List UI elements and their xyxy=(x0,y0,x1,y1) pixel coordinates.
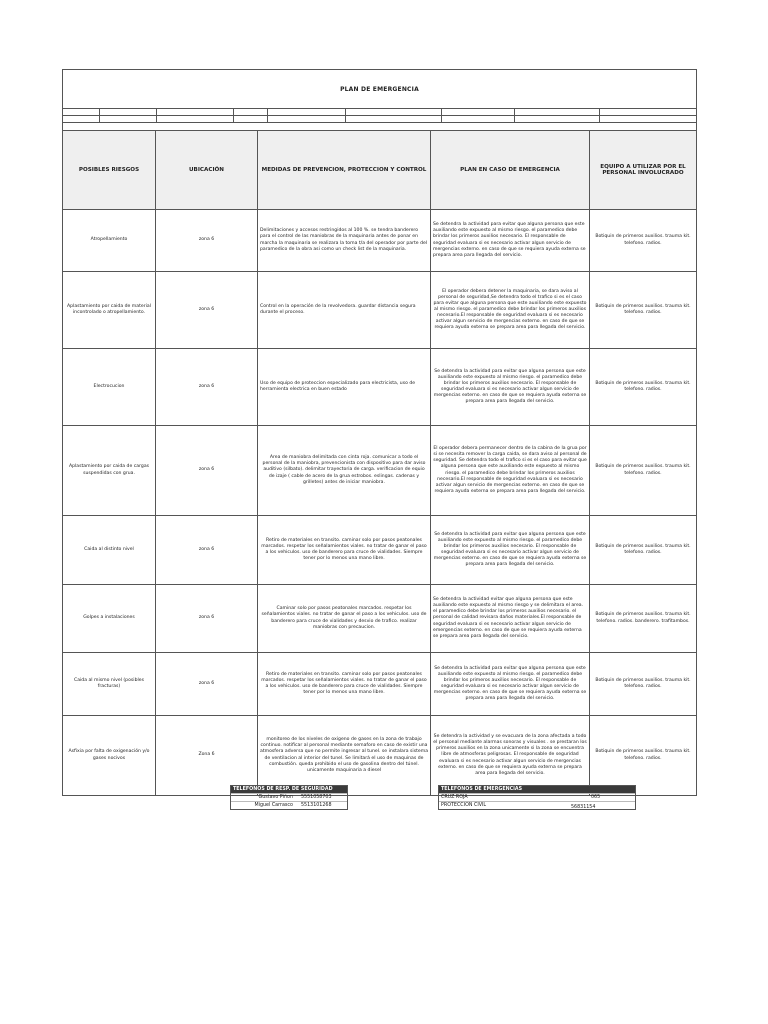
cell-plan: Se detendra la actividad para evitar que alguna persona que este auxiliando este expuesto al mismo riesgo. el paramedico debe brindar los primeros auxilios necesario. El responsable de seguridad evaluara si es necesario activar algun servicio de mergencias externo. en caso de que se requiera ayuda externa se prepara area para llegada del servicio. xyxy=(431,653,590,715)
cell-plan: Se detendra la actividad para evitar que alguna persona que este auxiliando este expuesto al mismo riesgo. el paramedico debe brindar los primeros auxilios necesario. El responsable de seguridad evaluara si es necesario activar algun servicio de mergencias externo. en caso de que se requiera ayuda externa se prepara area para llegada del servicio. xyxy=(431,349,590,425)
cell-riesgo: Caida al distinto nivel xyxy=(63,516,156,584)
cell-ubicacion: zona 6 xyxy=(156,653,258,715)
cell-equipo: Botiquin de primeros auxilios. trauma kit. telefono. radios. xyxy=(595,677,691,689)
contact-number: 5551058703 xyxy=(301,795,332,800)
header-riesgos: POSIBLES RIESGOS xyxy=(63,131,156,209)
cell-medidas: Control en la operación de la revolvedora. guardar distancia segura durante el proceso. xyxy=(258,272,431,348)
header-ubicacion: UBICACIÓN xyxy=(156,131,258,209)
cell-medidas: Retiro de materiales en transito. caminar solo por pasos peatonales marcados. respetar los señalamientos viales. no tratar de ganar el paso a los vehiculos. uso de banderero para cruce de vialidades. Siempre tener por lo menos una mano libre. xyxy=(258,516,431,584)
table-row xyxy=(63,585,696,653)
cell-ubicacion: zona 6 xyxy=(156,516,258,584)
table-header xyxy=(63,131,696,210)
cell-ubicacion: zona 6 xyxy=(156,585,258,652)
header-equipo: EQUIPO A UTILIZAR POR EL PERSONAL INVOLUCRADO xyxy=(600,164,686,176)
contact-name: PROTECCION CIVIL xyxy=(441,803,487,808)
cell-riesgo: Aplastamiento por caida de cargas suspendidas con grua. xyxy=(63,426,156,515)
cell-plan: Se detendra la actividad y se evacuara de la zona afectada a todo el personal mediante alarmas sonoras y visuales . se prestaran los primeros auxilios en la zona unicamente si la zona se encuentra libre de atmosferas peligrosas. El responsable de seguridad evaluara si es necesario activar algun servicio de mergencias externo. en caso de que se requiera ayuda externa se prepara area para llegada del servicio. xyxy=(431,716,590,795)
cell-riesgo: Aplastamiento por caida de material incontrolado o atropellamiento. xyxy=(63,272,156,348)
cell-plan: Se detendra la actividad para evitar que alguna persona que este auxiliando este expuesto al mismo riesgo. el paramedico debe brindar los primeros auxilios necesario. El responsable de seguridad evaluara si es necesario activar algun servicio de mergencias externo. en caso de que se requiera ayuda externa se prepara area para llegada del servicio. xyxy=(431,516,590,584)
table-row xyxy=(63,349,696,426)
table-row xyxy=(63,516,696,585)
table-row xyxy=(63,426,696,516)
cell-plan: El operador debera detener la maquinaria, se dara aviso al personal de seguridad,Se detendra todo el trafico si es el caso para evitar que alguna persona que este auxiliando este expuesto al mismo riesgo. el paramedico debe brindar los primeros auxilios necesario.El responsable de seguridad evaluara si es necesario activar algun servicio de mergencias externo. en caso de que se requiera ayuda externa se prepara area para llegada del servicio. xyxy=(431,272,590,348)
table-row xyxy=(63,210,696,272)
cell-ubicacion: zona 6 xyxy=(156,272,258,348)
contact-number: 56831154 xyxy=(571,805,596,810)
cell-riesgo: Asfixia por falta de oxigenación y/o gases nocivos xyxy=(63,716,156,795)
cell-medidas: Uso de equipo de proteccion especializado para electricista, uso de herramienta electrica en buen estado xyxy=(258,349,431,425)
list-item xyxy=(439,801,635,809)
contact-number: 065 xyxy=(591,795,601,800)
table-row xyxy=(63,272,696,349)
cell-riesgo: Golpes a instalaciones xyxy=(63,585,156,652)
cell-medidas: Area de maniobra delimitada con cinta roja. comunicar a todo el personal de la maniobra, prevencionista con dispositivo para dar aviso auditivo (silbato). delimitar trayectoria de carga. verificacion de equio de izaje ( cable de acero de la grua estrobos. eslingas. cadenas y grilletes) antes de iniciar maniobra. xyxy=(258,426,431,515)
table-row xyxy=(63,716,696,795)
contact-name: CRUZ ROJA xyxy=(441,795,468,800)
cell-equipo: Botiquin de primeros auxilios. trauma kit. telefono. radios. banderero. trafitambos. xyxy=(595,612,691,624)
cell-medidas: Delimitaciones y accesos restringidos al 100 %. se tendra banderero para el control de las maniobras de la maquinaria antes de ponar en marcha la maquinaria se realizara la toma t/a del operador por parte del paramedico de la obra asi como un check list de la maquinaria. xyxy=(258,210,431,271)
table-row xyxy=(63,653,696,716)
cell-ubicacion: zona 6 xyxy=(156,426,258,515)
cell-medidas: Retiro de materiales en transito. caminar solo por pasos peatonales marcados. respetar los señalamientos viales. no tratar de ganar el paso a los vehiculos. uso de banderero para cruce de vialidades. Siempre tener por lo menos una mano libre. xyxy=(258,653,431,715)
contact-name: Miguel Carrasco xyxy=(254,803,293,808)
empty-grid-row xyxy=(63,109,696,116)
cell-ubicacion: Zona 6 xyxy=(156,716,258,795)
cell-equipo: Botiquin de primeros auxilios. trauma kit. telefono. radios. xyxy=(595,234,691,246)
contact-name: Gustavo Piñon xyxy=(258,795,293,800)
header-medidas: MEDIDAS DE PREVENCION, PROTECCION Y CONTROL xyxy=(258,131,431,209)
safety-phones-title: TELEFONOS DE RESP. DE SEGURIDAD xyxy=(231,786,347,793)
list-item xyxy=(231,801,347,809)
cell-equipo: Botiquin de primeros auxilios. trauma kit. telefono. radios. xyxy=(595,543,691,555)
cell-equipo: Botiquin de primeros auxilios. trauma kit. telefono. radios. xyxy=(595,749,691,761)
document-title: PLAN DE EMERGENCIA xyxy=(63,70,696,109)
emergency-phones-box xyxy=(438,785,636,810)
spacer-row xyxy=(63,123,696,131)
list-item xyxy=(231,793,347,801)
cell-plan: El operador debera permanecer dentro de la cabina de la grua por si se necesita remover la carga caida, se dara aviso al personal de seguridad. Se detendra todo el trafico si es el caso para evitar que alguna persona que este auxiliando este expuesto al mismo riesgo. el paramedico debe brindar los primeros auxilios necesario.El responsable de seguridad evaluara si es necesario activar algun servicio de mergencias externo. en caso de que se requiera ayuda externa se prepara area para llegada del servicio. xyxy=(431,426,590,515)
safety-phones-box xyxy=(230,785,348,810)
empty-grid-row xyxy=(63,116,696,123)
cell-riesgo: Electrocucion xyxy=(63,349,156,425)
emergency-phones-title: TELEFONOS DE EMERGENCIAS xyxy=(439,786,635,793)
cell-plan: Se detendra la actividad evitar que alguna persona que este auxiliando este expuesto al mismo riesgo y se delimitara el area. el paramedico debe brindar los primeros auxilios necesario. el personal de calidad revisara daños materiales.El responsable de seguridad evaluara si es necesario activar algun servicio de emergencias externo. en caso de que se requiera ayuda externa se prepara area para llegada del servicio. xyxy=(431,585,590,652)
cell-medidas: Caminar solo por pasos peatonales marcados. respetar los señalamientos viales. no tratar de ganar el paso a los vehiculos. uso de banderero para cruce de vialidades y desvio de trafico. realizar maniobras con precaucion. xyxy=(258,585,431,652)
cell-plan: Se detendra la actividad para evitar que alguna persona que este auxiliando este expuesto al mismo riesgo. el paramedico debe brindar los primeros auxilios necesario. El responsable de seguridad evaluara si es necesario activar algun servicio de mergencias externo. en caso de que se requiera ayuda externa se prepara area para llegada del servicio. xyxy=(431,210,590,271)
list-item xyxy=(439,793,635,801)
cell-equipo: Botiquin de primeros auxilios. trauma kit. telefono. radios. xyxy=(595,464,691,476)
cell-ubicacion: zona 6 xyxy=(156,210,258,271)
cell-ubicacion: zona 6 xyxy=(156,349,258,425)
cell-riesgo: Atropellamiento xyxy=(63,210,156,271)
header-plan: PLAN EN CASO DE EMERGENCIA xyxy=(431,131,590,209)
cell-equipo: Botiquin de primeros auxilios. trauma kit. telefono. radios. xyxy=(595,303,691,315)
cell-riesgo: Caida al mismo nivel (posibles fracturas) xyxy=(63,653,156,715)
emergency-plan-sheet xyxy=(62,69,697,796)
cell-medidas: monitoreo de los niveles de oxigeno de gases en la zona de trabajo continuo. notificar al personal mediante semaforo en caso de existir una atmosfera adversa que no permite ingresar al tunel. se instalara sistema de ventilacion al interior del tunel. Se limitará el uso de maquinas de combustión. queda prohibido el uso de gasolina dentro del túnel. unicamente maquinaria a diesel xyxy=(258,716,431,795)
contact-number: 5513101268 xyxy=(301,803,332,808)
cell-equipo: Botiquin de primeros auxilios. trauma kit. telefono. radios. xyxy=(595,380,691,392)
